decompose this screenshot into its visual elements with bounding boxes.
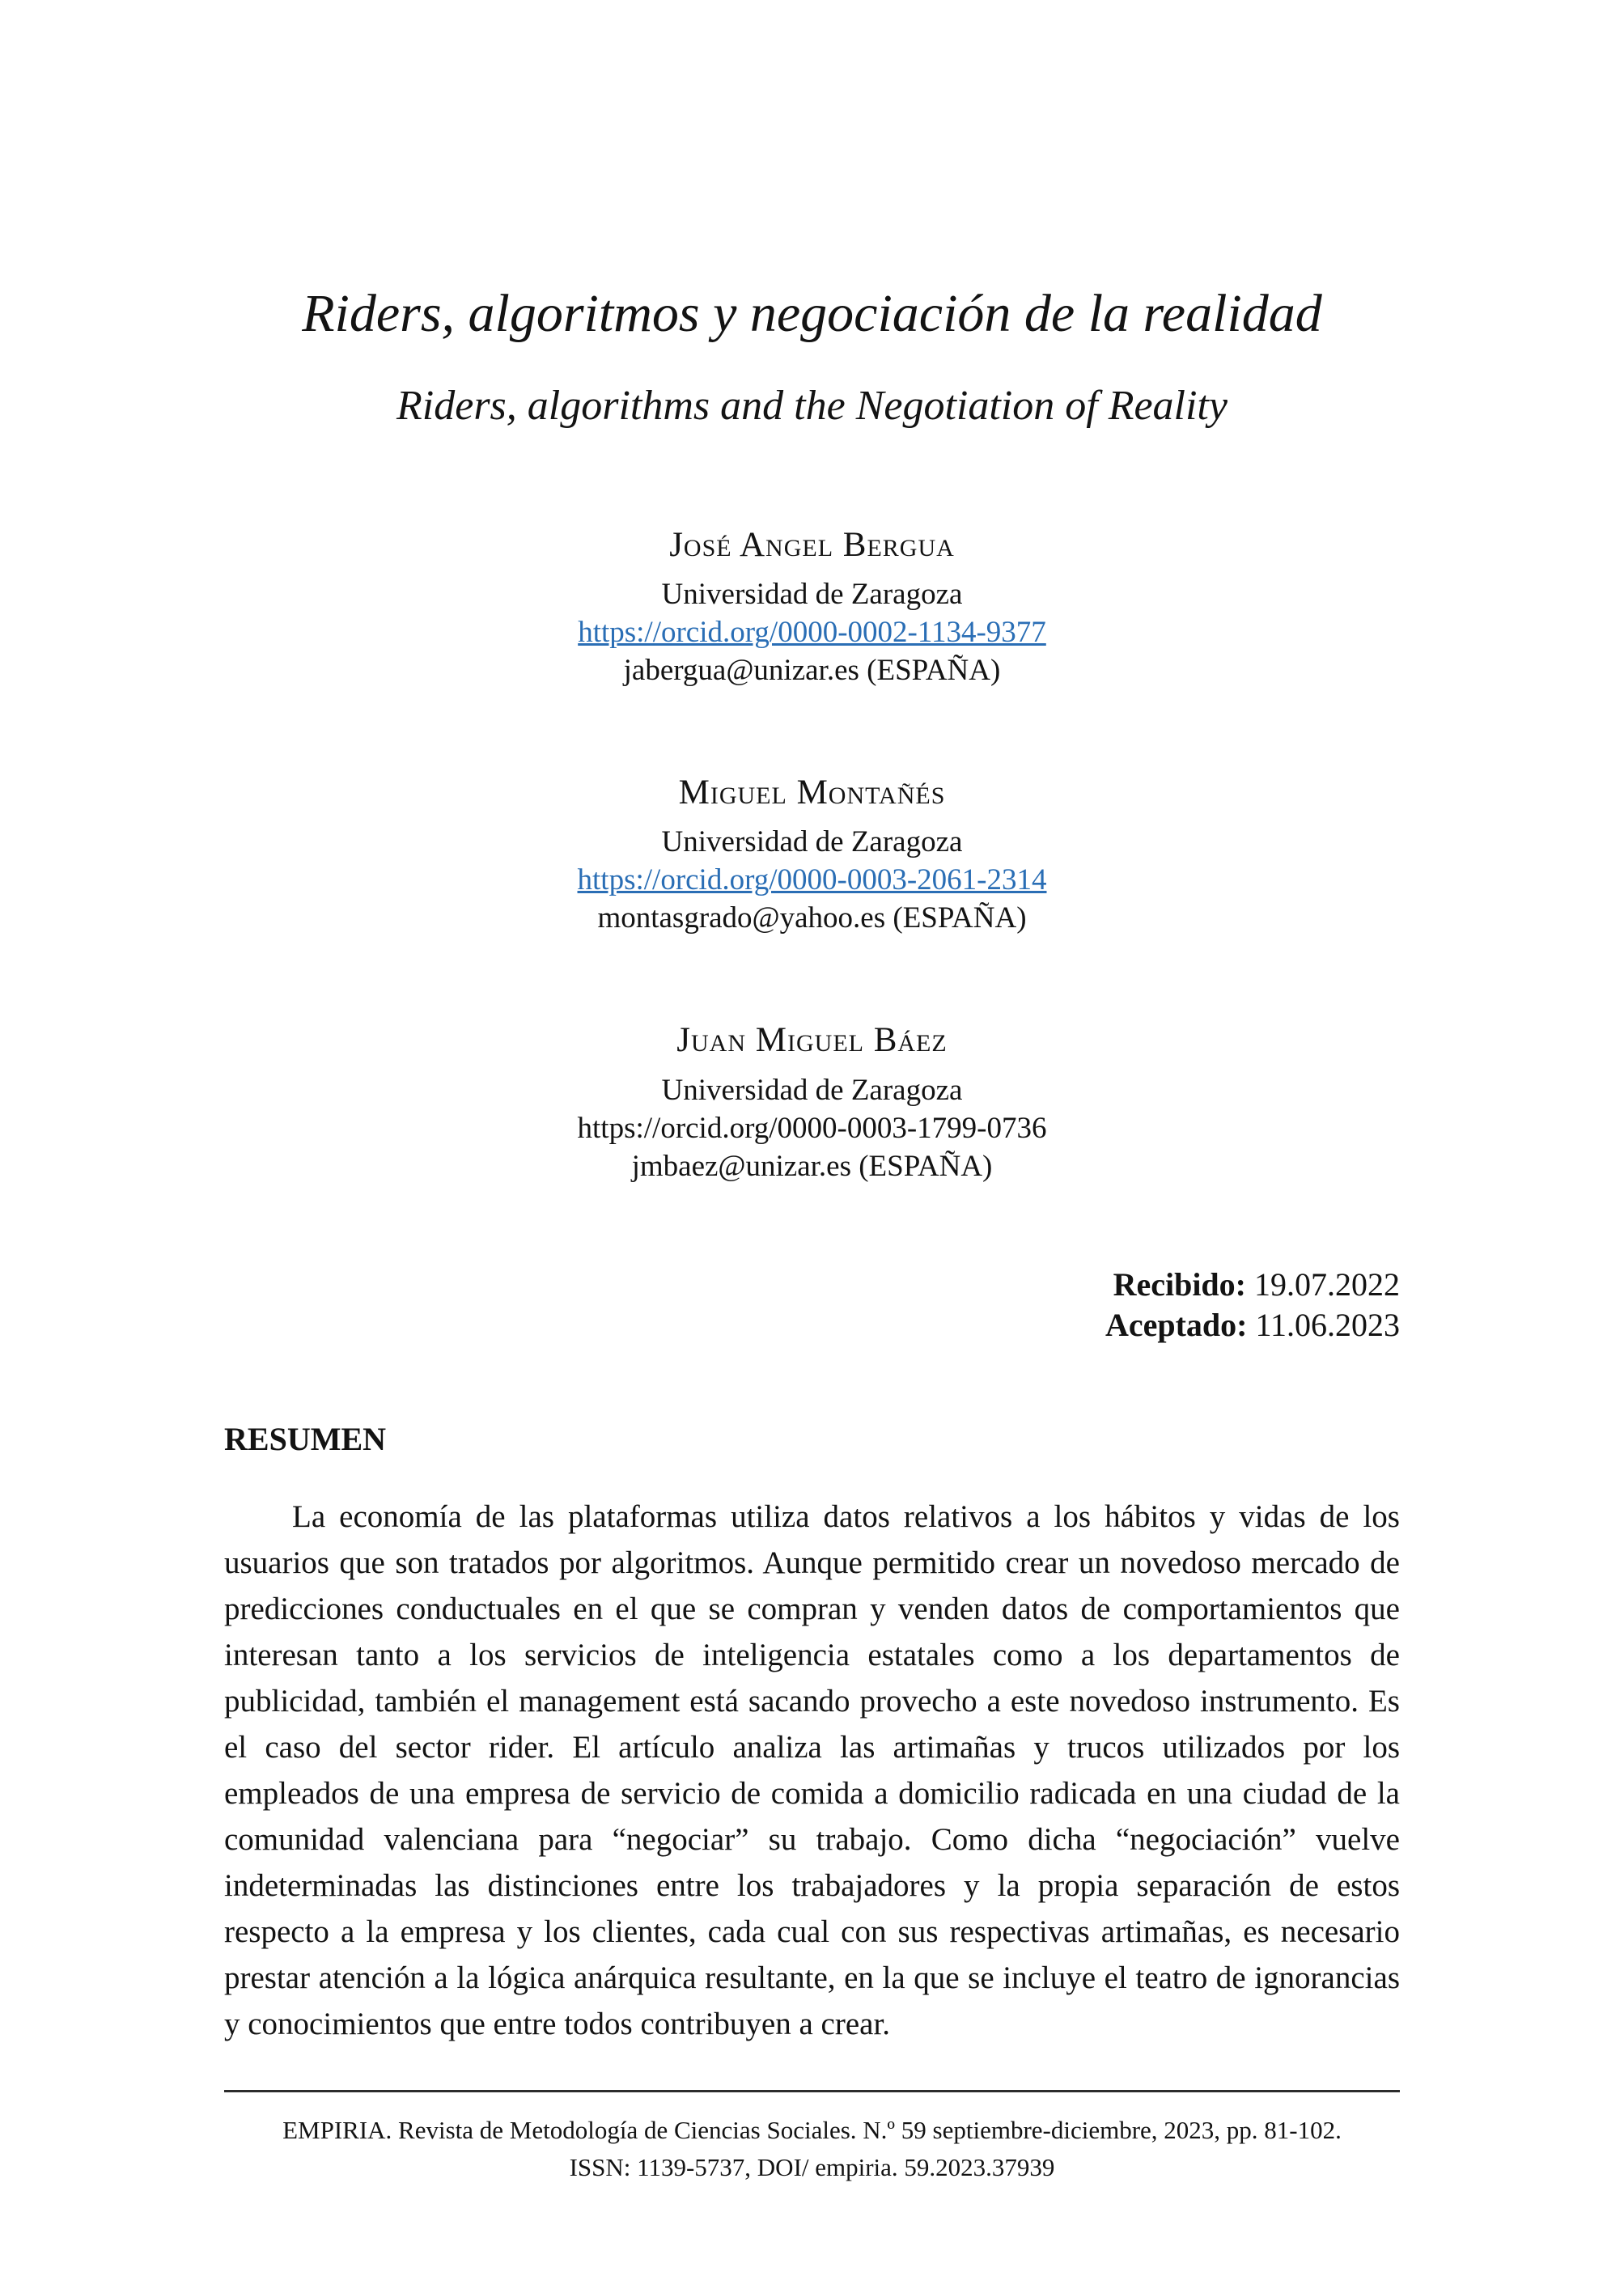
journal-footer	[224, 2090, 1400, 2186]
orcid-link[interactable]: https://orcid.org/0000-0003-2061-2314	[577, 863, 1047, 897]
author-affiliation: Universidad de Zaragoza	[661, 577, 963, 611]
abstract-heading: RESUMEN	[224, 1420, 387, 1457]
received-date: 19.07.2022	[1254, 1265, 1400, 1303]
author-email-country: montasgrado@yahoo.es (ESPAÑA)	[597, 901, 1027, 935]
accepted-label: Aceptado:	[1105, 1306, 1248, 1343]
author-name: Miguel Montañés	[678, 773, 946, 812]
author-block-1	[224, 526, 1400, 689]
author-email-country: jabergua@unizar.es (ESPAÑA)	[623, 653, 1001, 687]
author-affiliation: Universidad de Zaragoza	[661, 1073, 963, 1107]
received-line	[224, 1265, 1400, 1305]
journal-issn-doi-line: ISSN: 1139-5737, DOI/ empiria. 59.2023.37939	[569, 2153, 1055, 2181]
author-name: José Angel Bergua	[669, 525, 955, 564]
article-title-english: Riders, algorithms and the Negotiation of Reality	[396, 382, 1228, 429]
accepted-line	[224, 1305, 1400, 1346]
dates-block	[224, 1265, 1400, 1346]
received-label: Recibido:	[1113, 1265, 1246, 1303]
author-affiliation: Universidad de Zaragoza	[661, 825, 963, 859]
abstract-text: La economía de las plataformas utiliza datos relativos a los hábitos y vidas de los usuarios que son tratados por algoritmos. Aunque permitido crear un novedoso mercado de predicciones conductuales en el que se compran y venden datos de comportamientos que interesan tanto a los servicios de inteligencia estatales como a los departamentos de publicidad, también el management está sacando provecho a este novedoso instrumento. Es el caso del sector rider. El artículo analiza las artimañas y trucos utilizados por los empleados de una empresa de servicio de comida a domicilio radicada en una ciudad de la comunidad valenciana para “negociar” su trabajo. Como dicha “negociación” vuelve indeterminadas las distinciones entre los trabajadores y la propia separación de estos respecto a la empresa y los clientes, cada cual con sus respectivas artimañas, es necesario prestar atención a la lógica anárquica resultante, en la que se incluye el teatro de ignorancias y conocimientos que entre todos contribuyen a crear.	[224, 1498, 1400, 2041]
orcid-text: https://orcid.org/0000-0003-1799-0736	[577, 1111, 1047, 1145]
orcid-link[interactable]: https://orcid.org/0000-0002-1134-9377	[578, 615, 1046, 649]
author-email-country: jmbaez@unizar.es (ESPAÑA)	[631, 1149, 993, 1183]
author-block-2	[224, 774, 1400, 937]
author-block-3	[224, 1021, 1400, 1185]
journal-citation-line: EMPIRIA. Revista de Metodología de Ciencias Sociales. N.º 59 septiembre-diciembre, 2023, pp. 81-102.	[282, 2116, 1342, 2144]
author-name: Juan Miguel Báez	[676, 1021, 948, 1060]
accepted-date: 11.06.2023	[1255, 1306, 1400, 1343]
article-title-spanish: Riders, algoritmos y negociación de la realidad	[302, 284, 1322, 343]
